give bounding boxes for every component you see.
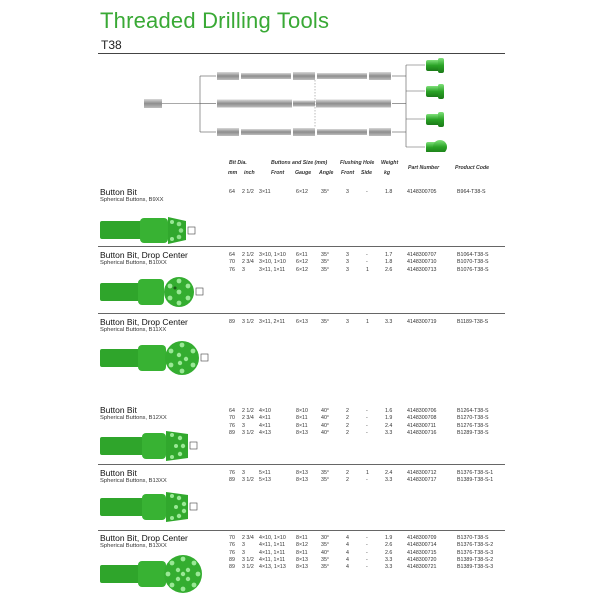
cell-part-number: 4148300705	[407, 189, 437, 195]
cell-part-number: 4148300710	[407, 259, 437, 266]
header-inch: inch	[244, 170, 255, 176]
header-flushing-hole: Flushing Hole	[340, 160, 375, 166]
cell-flush-front: 2	[346, 470, 349, 476]
table-row	[0, 267, 600, 274]
table-row	[0, 430, 600, 437]
cell-part-number: 4148300716	[407, 429, 437, 436]
cell-inch: 2 3/4	[242, 259, 254, 266]
cell-front-buttons: 4×13, 1×13	[259, 564, 286, 571]
bit-image-b13xx	[100, 488, 210, 526]
cell-flush-side: -	[366, 556, 368, 563]
section-title-6: Button Bit, Drop Center	[100, 533, 188, 543]
bit-image-b10xx	[100, 272, 210, 312]
cell-flush-front: 3	[346, 266, 349, 273]
cell-product-code: B1376-T38-S-2	[457, 542, 494, 549]
cell-angle: 40°	[321, 422, 330, 429]
table-row	[0, 189, 600, 196]
cell-front-buttons: 3×10, 1×10	[259, 259, 286, 266]
header-flush-front: Front	[341, 170, 355, 176]
cell-flush-front: 2	[346, 429, 349, 436]
cell-angle: 35°	[321, 556, 330, 563]
cell-gauge-buttons: 8×13	[296, 564, 308, 571]
shank-adapter	[144, 99, 162, 108]
cell-product-code: B1189-T38-S	[457, 319, 489, 325]
cell-inch: 3 1/2	[242, 564, 254, 571]
table-row	[0, 564, 600, 571]
table-row	[0, 557, 600, 564]
cell-mm: 76	[229, 422, 235, 429]
cell-angle: 40°	[321, 415, 330, 422]
mini-bit-2	[426, 84, 444, 99]
cell-front-buttons: 4×11	[259, 415, 271, 422]
cell-weight: 1.7	[385, 252, 393, 258]
cell-gauge-buttons: 8×11	[296, 415, 308, 422]
cell-product-code: B1376-T38-S-3	[457, 549, 494, 556]
cell-mm: 89	[229, 429, 235, 436]
cell-angle: 40°	[321, 429, 330, 436]
cell-product-code: B1389-T38-S-1	[457, 477, 494, 484]
header-part-number: Part Number	[408, 165, 440, 171]
cell-weight: 2.6	[385, 542, 393, 549]
cell-gauge-buttons: 6×12	[296, 266, 308, 273]
cell-inch: 3 1/2	[242, 319, 254, 325]
cell-gauge-buttons: 8×13	[296, 556, 308, 563]
rod-row-bottom	[217, 128, 391, 136]
cell-gauge-buttons: 6×12	[296, 259, 308, 266]
cell-angle: 35°	[321, 189, 330, 195]
cell-product-code: B1070-T38-S	[457, 259, 489, 266]
cell-flush-front: 3	[346, 319, 349, 325]
cell-front-buttons: 4×10	[259, 408, 271, 414]
cell-part-number: 4148300715	[407, 549, 437, 556]
cell-gauge-buttons: 8×13	[296, 470, 308, 476]
cell-mm: 76	[229, 266, 235, 273]
header-gauge: Gauge	[295, 170, 312, 176]
cell-product-code: B964-T38-S	[457, 189, 486, 195]
rod-row-middle	[217, 100, 391, 108]
section-title-3: Button Bit, Drop Center	[100, 317, 188, 327]
table-row	[0, 252, 600, 259]
mini-bit-4	[426, 140, 447, 152]
cell-angle: 35°	[321, 470, 330, 476]
cell-inch: 2 3/4	[242, 535, 254, 541]
cell-gauge-buttons: 8×11	[296, 549, 308, 556]
cell-weight: 2.6	[385, 266, 393, 273]
cell-mm: 89	[229, 319, 235, 325]
header-weight: Weight	[381, 160, 399, 166]
section-divider	[98, 313, 505, 314]
cell-part-number: 4148300721	[407, 564, 437, 571]
cell-mm: 70	[229, 259, 235, 266]
bit-image-b11xx	[100, 337, 210, 379]
cell-flush-side: -	[366, 252, 368, 258]
header-front: Front	[271, 170, 285, 176]
cell-angle: 40°	[321, 408, 330, 414]
cell-angle: 35°	[321, 266, 330, 273]
cell-product-code: B1076-T38-S	[457, 266, 489, 273]
table-row	[0, 415, 600, 422]
section-subtitle-1: Spherical Buttons, B9XX	[100, 197, 164, 203]
cell-flush-front: 2	[346, 415, 349, 422]
cell-gauge-buttons: 8×13	[296, 477, 308, 484]
cell-weight: 2.6	[385, 549, 393, 556]
cell-angle: 35°	[321, 477, 330, 484]
cell-inch: 3 1/2	[242, 556, 254, 563]
cell-flush-front: 3	[346, 189, 349, 195]
cell-front-buttons: 4×11, 1×11	[259, 556, 286, 563]
cell-inch: 2 1/2	[242, 252, 254, 258]
table-row	[0, 477, 600, 484]
cell-mm: 64	[229, 189, 235, 195]
cell-front-buttons: 4×10, 1×10	[259, 535, 286, 541]
cell-gauge-buttons: 8×11	[296, 422, 308, 429]
cell-front-buttons: 3×10, 1×10	[259, 252, 286, 258]
cell-product-code: B1264-T38-S	[457, 408, 489, 414]
cell-front-buttons: 5×11	[259, 470, 271, 476]
cell-part-number: 4148300707	[407, 252, 437, 258]
cell-product-code: B1389-T38-S-3	[457, 564, 494, 571]
cell-front-buttons: 3×11, 1×11	[259, 266, 286, 273]
cell-weight: 3.3	[385, 564, 393, 571]
cell-inch: 3	[242, 266, 245, 273]
bit-image-b12xx	[100, 427, 210, 465]
cell-gauge-buttons: 6×11	[296, 252, 308, 258]
cell-flush-front: 4	[346, 564, 349, 571]
cell-front-buttons: 5×13	[259, 477, 271, 484]
cell-flush-side: 1	[366, 470, 369, 476]
cell-part-number: 4148300711	[407, 422, 437, 429]
cell-mm: 76	[229, 542, 235, 549]
header-flush-side: Side	[361, 170, 372, 176]
cell-flush-side: -	[366, 429, 368, 436]
cell-product-code: B1389-T38-S-2	[457, 556, 494, 563]
cell-gauge-buttons: 8×11	[296, 535, 308, 541]
cell-part-number: 4148300709	[407, 535, 437, 541]
table-row	[0, 259, 600, 266]
cell-mm: 76	[229, 470, 235, 476]
cell-angle: 35°	[321, 542, 330, 549]
bit-image-b9xx	[100, 213, 210, 248]
cell-front-buttons: 4×11	[259, 422, 271, 429]
header-buttons-size: Buttons and Size (mm)	[271, 160, 328, 166]
cell-part-number: 4148300708	[407, 415, 437, 422]
cell-gauge-buttons: 6×12	[296, 189, 308, 195]
cell-angle: 30°	[321, 535, 330, 541]
cell-flush-side: -	[366, 542, 368, 549]
cell-mm: 76	[229, 549, 235, 556]
table-row	[0, 470, 600, 477]
cell-mm: 64	[229, 252, 235, 258]
cell-weight: 1.9	[385, 415, 393, 422]
header-product-code: Product Code	[455, 165, 490, 171]
cell-flush-side: -	[366, 189, 368, 195]
cell-flush-side: -	[366, 422, 368, 429]
cell-inch: 3 1/2	[242, 477, 254, 484]
cell-flush-front: 4	[346, 556, 349, 563]
cell-inch: 3 1/2	[242, 429, 254, 436]
cell-front-buttons: 4×13	[259, 429, 271, 436]
cell-weight: 2.4	[385, 470, 393, 476]
cell-product-code: B1270-T38-S	[457, 415, 489, 422]
cell-flush-front: 4	[346, 535, 349, 541]
table-row	[0, 535, 600, 542]
cell-flush-side: -	[366, 549, 368, 556]
mini-bit-3	[426, 112, 444, 127]
cell-weight: 1.9	[385, 535, 393, 541]
cell-mm: 89	[229, 564, 235, 571]
page-title: Threaded Drilling Tools	[100, 8, 330, 33]
cell-gauge-buttons: 6×13	[296, 319, 308, 325]
header-angle: Angle	[319, 170, 334, 176]
cell-inch: 2 1/2	[242, 408, 254, 414]
section-subtitle-6: Spherical Buttons, B13XX	[100, 543, 167, 549]
table-row	[0, 408, 600, 415]
cell-flush-front: 2	[346, 422, 349, 429]
cell-inch: 3	[242, 549, 245, 556]
cell-weight: 2.4	[385, 422, 393, 429]
cell-flush-front: 2	[346, 477, 349, 484]
cell-product-code: B1376-T38-S-1	[457, 470, 494, 476]
cell-flush-side: -	[366, 564, 368, 571]
cell-mm: 64	[229, 408, 235, 414]
section-subtitle-2: Spherical Buttons, B10XX	[100, 260, 167, 266]
cell-inch: 3	[242, 422, 245, 429]
header-kg: kg	[384, 170, 391, 176]
cell-weight: 3.3	[385, 319, 393, 325]
cell-mm: 89	[229, 477, 235, 484]
cell-mm: 89	[229, 556, 235, 563]
cell-part-number: 4148300706	[407, 408, 437, 414]
cell-weight: 1.8	[385, 189, 393, 195]
cell-inch: 2 1/2	[242, 189, 254, 195]
cell-product-code: B1289-T38-S	[457, 429, 489, 436]
cell-flush-side: 1	[366, 266, 369, 273]
cell-flush-side: -	[366, 535, 368, 541]
cell-flush-front: 4	[346, 549, 349, 556]
cell-weight: 1.6	[385, 408, 393, 414]
section-subtitle-4: Spherical Buttons, B12XX	[100, 415, 167, 421]
cell-front-buttons: 3×11	[259, 189, 271, 195]
cell-part-number: 4148300712	[407, 470, 437, 476]
cell-angle: 35°	[321, 564, 330, 571]
cell-part-number: 4148300714	[407, 542, 437, 549]
cell-flush-front: 2	[346, 408, 349, 414]
cell-front-buttons: 4×11, 1×11	[259, 549, 286, 556]
cell-part-number: 4148300719	[407, 319, 437, 325]
cell-gauge-buttons: 8×13	[296, 429, 308, 436]
header-bit-dia: Bit Dia.	[229, 160, 247, 166]
mini-bit-1	[426, 58, 444, 73]
cell-inch: 3	[242, 542, 245, 549]
cell-part-number: 4148300720	[407, 556, 437, 563]
cell-product-code: B1276-T38-S	[457, 422, 489, 429]
cell-mm: 70	[229, 535, 235, 541]
cell-flush-side: -	[366, 477, 368, 484]
cell-angle: 35°	[321, 252, 330, 258]
rod-row-top	[217, 72, 391, 80]
cell-front-buttons: 4×11, 1×11	[259, 542, 286, 549]
cell-inch: 2 3/4	[242, 415, 254, 422]
cell-part-number: 4148300713	[407, 266, 437, 273]
drill-string-diagram	[140, 52, 470, 152]
cell-flush-side: -	[366, 408, 368, 414]
cell-front-buttons: 3×11, 2×11	[259, 319, 286, 325]
page-subtitle: T38	[101, 38, 122, 52]
table-row	[0, 542, 600, 549]
cell-gauge-buttons: 8×12	[296, 542, 308, 549]
table-row	[0, 319, 600, 326]
header-mm: mm	[228, 170, 238, 176]
cell-angle: 40°	[321, 549, 330, 556]
cell-angle: 35°	[321, 319, 330, 325]
table-row	[0, 550, 600, 557]
cell-weight: 1.8	[385, 259, 393, 266]
table-row	[0, 423, 600, 430]
section-title-1: Button Bit	[100, 187, 137, 197]
cell-product-code: B1064-T38-S	[457, 252, 489, 258]
cell-flush-front: 3	[346, 259, 349, 266]
cell-weight: 3.3	[385, 429, 393, 436]
section-title-2: Button Bit, Drop Center	[100, 250, 188, 260]
section-subtitle-3: Spherical Buttons, B11XX	[100, 327, 167, 333]
cell-product-code: B1370-T38-S	[457, 535, 489, 541]
cell-inch: 3	[242, 470, 245, 476]
section-divider	[98, 530, 505, 531]
section-subtitle-5: Spherical Buttons, B13XX	[100, 478, 167, 484]
cell-angle: 35°	[321, 259, 330, 266]
cell-gauge-buttons: 8×10	[296, 408, 308, 414]
cell-part-number: 4148300717	[407, 477, 437, 484]
cell-weight: 3.3	[385, 477, 393, 484]
cell-flush-front: 4	[346, 542, 349, 549]
bit-image-b13xx-drop-center	[100, 552, 210, 596]
cell-weight: 3.3	[385, 556, 393, 563]
section-title-5: Button Bit	[100, 468, 137, 478]
cell-flush-side: -	[366, 259, 368, 266]
cell-flush-front: 3	[346, 252, 349, 258]
section-title-4: Button Bit	[100, 405, 137, 415]
cell-flush-side: -	[366, 415, 368, 422]
cell-mm: 70	[229, 415, 235, 422]
cell-flush-side: 1	[366, 319, 369, 325]
